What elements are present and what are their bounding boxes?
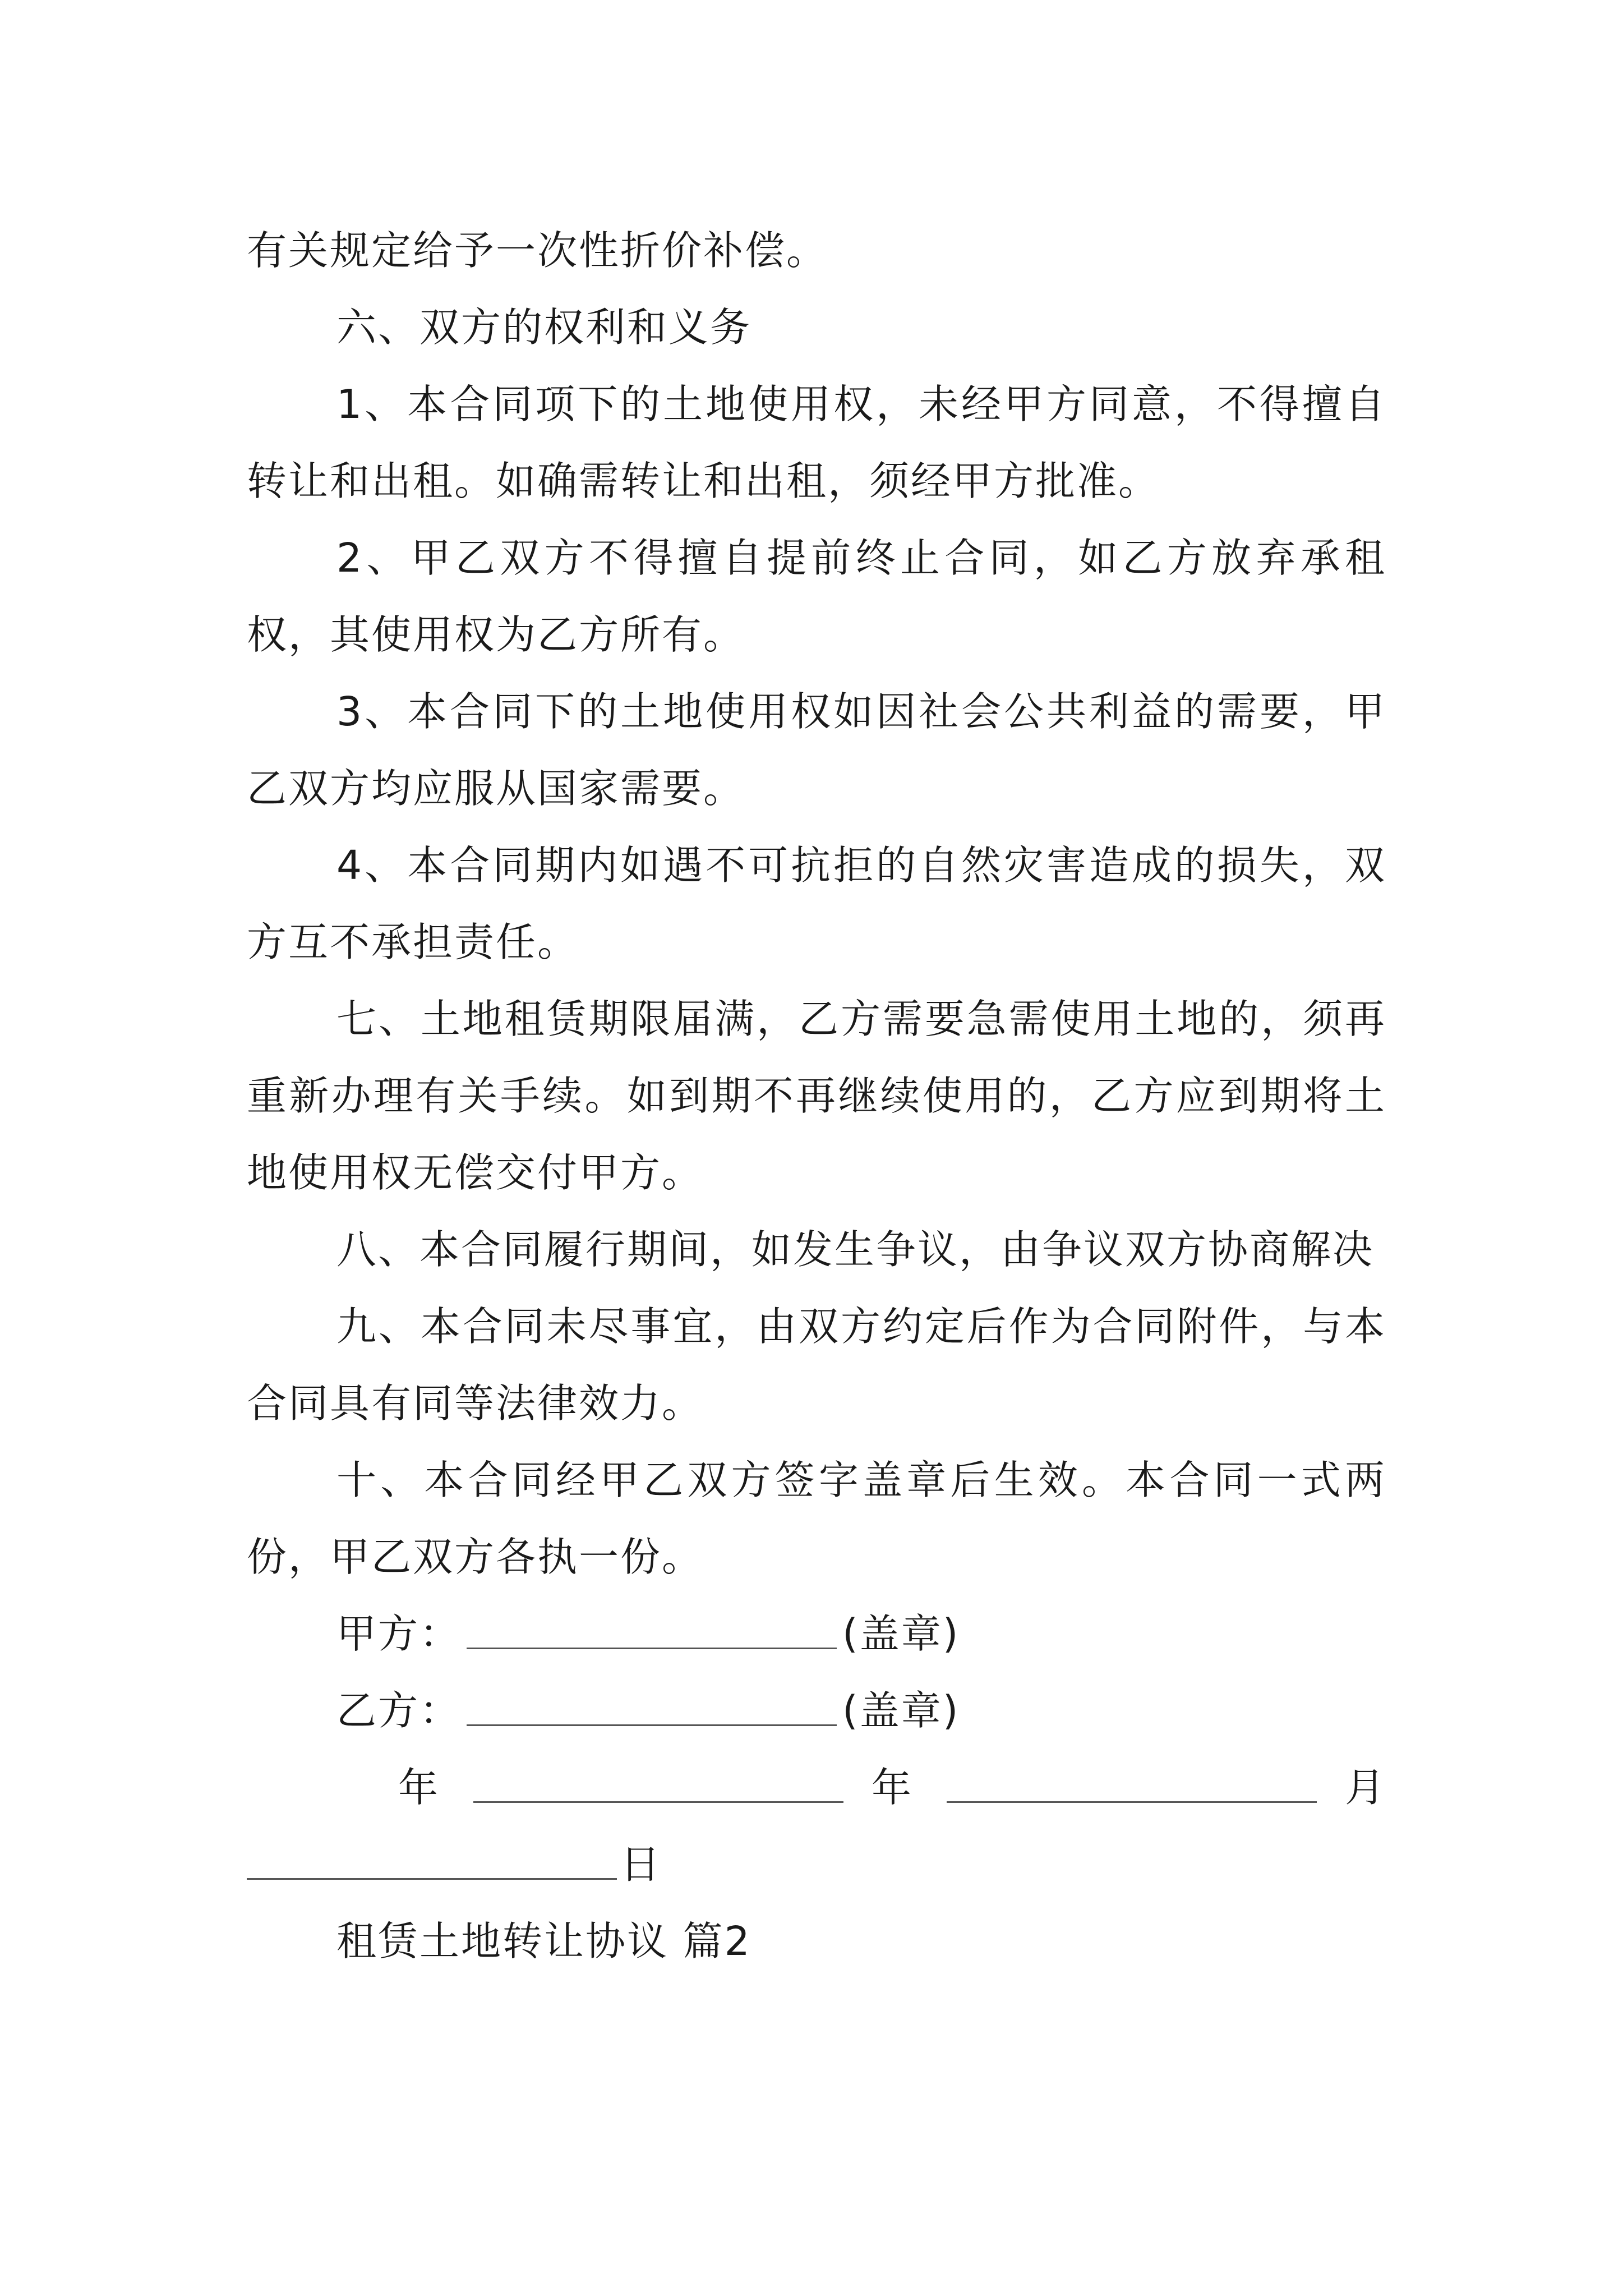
party-b-label: 乙方： (336, 1687, 462, 1734)
day-line (247, 1826, 1386, 1903)
section-seven: 七、土地租赁期限届满，乙方需要急需使用土地的，须再重新办理有关手续。如到期不再继续使用的，乙方应到期将土地使用权无偿交付甲方。 (247, 996, 1386, 1196)
clause-2: 2、甲乙双方不得擅自提前终止合同，如乙方放弃承租权，其使用权为乙方所有。 (247, 535, 1386, 658)
month-blank[interactable] (947, 1772, 1317, 1803)
paragraph-compensation: 有关规定给予一次性折价补偿。 (247, 227, 828, 274)
clause-4: 4、本合同期内如遇不可抗拒的自然灾害造成的损失，双方互不承担责任。 (247, 842, 1386, 965)
section-eight: 八、本合同履行期间，如发生争议，由争议双方协商解决 (336, 1226, 1375, 1273)
section-nine: 九、本合同未尽事宜，由双方约定后作为合同附件，与本合同具有同等法律效力。 (247, 1303, 1386, 1427)
section-ten: 十、本合同经甲乙双方签字盖章后生效。本合同一式两份，甲乙双方各执一份。 (247, 1457, 1386, 1580)
year-blank[interactable] (473, 1772, 843, 1803)
date-line (247, 1749, 1386, 1826)
day-label: 日 (620, 1841, 662, 1888)
document-body (247, 212, 1386, 1980)
party-a-label: 甲方： (336, 1611, 462, 1657)
party-b-seal-label: (盖章) (842, 1687, 960, 1734)
party-a-signature-line (336, 1595, 1386, 1672)
clause-3: 3、本合同下的土地使用权如因社会公共利益的需要，甲乙双方均应服从国家需要。 (247, 688, 1386, 812)
month-label: 月 (1345, 1764, 1387, 1811)
year-label-second: 年 (872, 1764, 914, 1811)
party-b-signature-line (336, 1672, 1386, 1749)
party-a-seal-label: (盖章) (842, 1611, 960, 1657)
next-agreement-title: 租赁土地转让协议 篇2 (336, 1918, 751, 1964)
year-label-first: 年 (398, 1764, 440, 1811)
party-b-signature-blank[interactable] (467, 1695, 837, 1726)
party-a-signature-blank[interactable] (467, 1618, 837, 1649)
clause-1: 1、本合同项下的土地使用权，未经甲方同意，不得擅自转让和出租。如确需转让和出租，须经甲方批准。 (247, 381, 1386, 504)
day-blank[interactable] (247, 1849, 617, 1880)
section-heading-rights: 六、双方的权利和义务 (336, 304, 752, 351)
